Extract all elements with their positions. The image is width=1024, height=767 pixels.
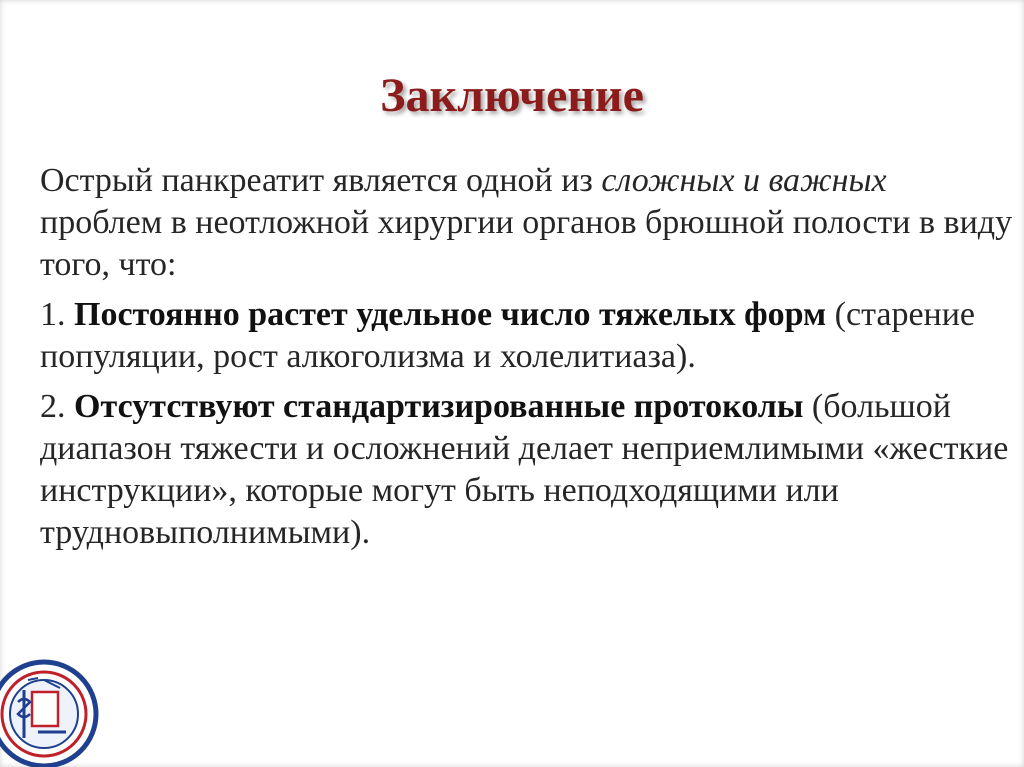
intro-text-start: Острый панкреатит является одной из [40, 162, 602, 199]
point-1-rest: (старение популяции, рост алкоголизма и холелитиаза). [40, 296, 976, 375]
slide-title: Заключение [380, 69, 644, 122]
intro-paragraph [40, 160, 1015, 286]
point-2-paragraph [40, 386, 1015, 554]
point-2-bold: Отсутствуют стандартизированные протоколы [74, 388, 804, 425]
point-1-paragraph [40, 294, 1015, 378]
intro-italic-emphasis: сложных и важных [601, 162, 887, 199]
point-2-number: 2. [40, 388, 74, 425]
point-2-rest: (большой диапазон тяжести и осложнений делает неприемлимыми «жесткие инструкции», которые могут быть неподходящими или трудновыполнимыми). [40, 388, 1009, 551]
point-1-bold: Постоянно растет удельное число тяжелых форм [74, 296, 827, 333]
slide-body [40, 160, 1015, 558]
point-1-number: 1. [40, 296, 74, 333]
intro-text-end: проблем в неотложной хирургии органов брюшной полости в виду того, что: [40, 204, 1013, 283]
university-emblem-icon [0, 658, 100, 767]
